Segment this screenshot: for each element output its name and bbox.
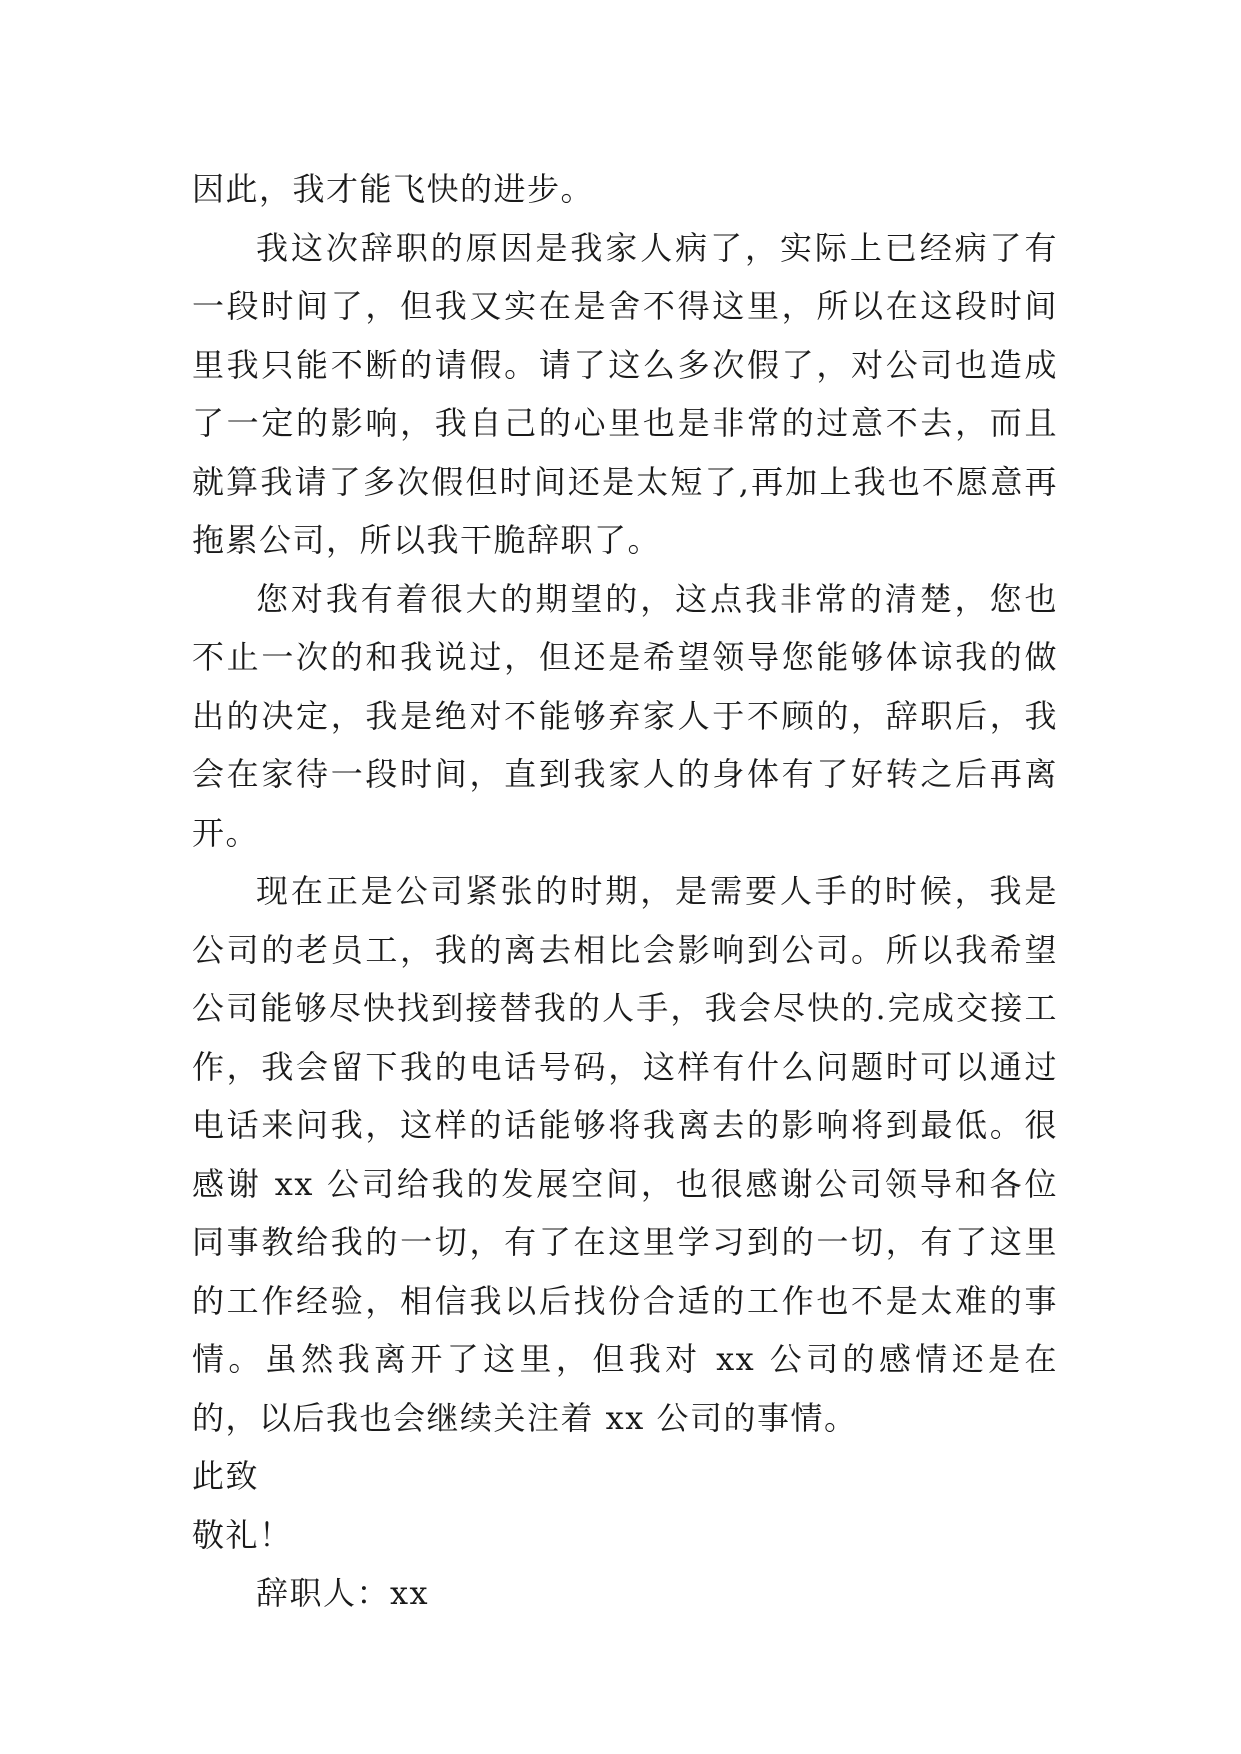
- closing-regards: 敬礼！: [192, 1515, 293, 1554]
- reason-paragraph: 我这次辞职的原因是我家人病了，实际上已经病了有一段时间了，但我又实在是舍不得这里，所以在这段时间里我只能不断的请假。请了这么多次假了，对公司也造成了一定的影响，我自己的心里也是非常的过意不去，而且就算我请了多次假但时间还是太短了,再加上我也不愿意再拖累公司，所以我干脆辞职了。: [192, 228, 1058, 559]
- signature-line: 辞职人：xx: [256, 1574, 430, 1612]
- expectation-paragraph: 您对我有着很大的期望的，这点我非常的清楚，您也不止一次的和我说过，但还是希望领导您能够体谅我的做出的决定，我是绝对不能够弃家人于不顾的，辞职后，我会在家待一段时间，直到我家人的身体有了好转之后再离开。: [192, 579, 1058, 852]
- handover-paragraph: 现在正是公司紧张的时期，是需要人手的时候，我是公司的老员工，我的离去相比会影响到公司。所以我希望公司能够尽快找到接替我的人手，我会尽快的.完成交接工作，我会留下我的电话号码，这样有什么问题时可以通过电话来问我，这样的话能够将我离去的影响将到最低。很感谢 xx 公司给我的发展空间，也很感谢公司领导和各位同事教给我的一切，有了在这里学习到的一切，有了这里的工作经验，相信我以后找份合适的工作也不是太难的事情。虽然我离开了这里，但我对 xx 公司的感情还是在的，以后我也会继续关注着 xx 公司的事情。: [192, 872, 1058, 1437]
- closing-salutation: 此致: [192, 1457, 260, 1495]
- continuation-paragraph: 因此，我才能飞快的进步。: [192, 170, 595, 208]
- document-body: [192, 160, 1058, 1623]
